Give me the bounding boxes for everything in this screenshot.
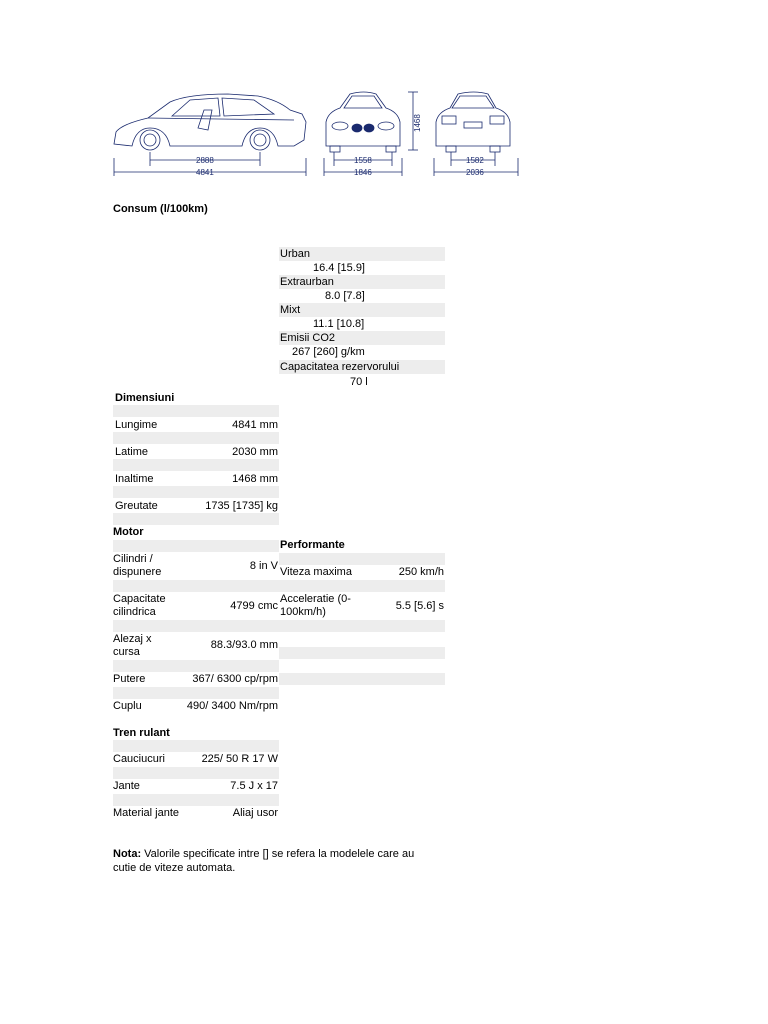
perf-label: Acceleratie (0-	[280, 593, 351, 605]
nota-paragraph	[113, 847, 414, 875]
dim-wheelbase: 2888	[196, 156, 214, 165]
motor-label: Alezaj x	[113, 633, 152, 645]
dim-height: 1468	[413, 114, 422, 132]
tren-label: Cauciucuri	[113, 753, 165, 765]
motor-value: 8 in V	[249, 560, 278, 572]
dim-label: Greutate	[115, 500, 158, 512]
motor-label: cursa	[113, 646, 140, 658]
perf-label: Viteza maxima	[280, 566, 352, 578]
tren-label: Jante	[113, 780, 140, 792]
dim-value: 1468 mm	[232, 473, 278, 485]
dim-length: 4841	[196, 168, 214, 177]
consum-value: 267 [260] g/km	[292, 346, 365, 358]
performante-title: Performante	[280, 539, 345, 551]
consum-value: 70 l	[350, 376, 368, 388]
nota-text-line2: cutie de viteze automata.	[113, 862, 236, 874]
dim-front-track: 1558	[354, 156, 372, 165]
consum-title: Consum (l/100km)	[113, 203, 208, 215]
motor-label: Capacitate	[113, 593, 166, 605]
perf-label: 100km/h)	[280, 606, 326, 618]
tren-value: Aliaj usor	[232, 807, 278, 819]
dim-value: 1735 [1735] kg	[205, 500, 278, 512]
dim-value: 4841 mm	[232, 419, 278, 431]
consum-label: Extraurban	[280, 276, 334, 288]
motor-label: Cilindri /	[113, 553, 153, 565]
dim-front-width: 1846	[354, 168, 372, 177]
car-dimensions-diagram	[108, 88, 528, 180]
motor-title: Motor	[113, 526, 144, 538]
consum-value: 16.4 [15.9]	[313, 262, 365, 274]
motor-value: 4799 cmc	[230, 600, 278, 612]
motor-value: 490/ 3400 Nm/rpm	[186, 700, 278, 712]
dim-value: 2030 mm	[232, 446, 278, 458]
perf-value: 5.5 [5.6] s	[395, 600, 444, 612]
tren-value: 7.5 J x 17	[230, 780, 278, 792]
consum-value: 8.0 [7.8]	[325, 290, 365, 302]
tren-value: 225/ 50 R 17 W	[201, 753, 278, 765]
consum-value: 11.1 [10.8]	[313, 318, 365, 330]
motor-label: Putere	[113, 673, 146, 685]
consum-label: Capacitatea rezervorului	[280, 361, 400, 373]
dim-label: Lungime	[115, 419, 158, 431]
dim-rear-track: 1582	[466, 156, 484, 165]
motor-value: 88.3/93.0 mm	[210, 639, 278, 651]
consum-label: Emisii CO2	[280, 332, 336, 344]
dimensiuni-title: Dimensiuni	[115, 392, 175, 404]
motor-label: Cuplu	[113, 700, 142, 712]
nota-text-line1: Valorile specificate intre [] se refera la modelele care au	[141, 848, 415, 860]
tren-title: Tren rulant	[113, 727, 170, 739]
nota-label: Nota:	[113, 848, 142, 860]
motor-label: dispunere	[113, 566, 162, 578]
dim-label: Inaltime	[115, 473, 154, 485]
perf-value: 250 km/h	[398, 566, 444, 578]
dim-rear-width: 2036	[466, 168, 484, 177]
tren-label: Material jante	[113, 807, 180, 819]
motor-label: cilindrica	[113, 606, 156, 618]
dim-label: Latime	[115, 446, 149, 458]
motor-value: 367/ 6300 cp/rpm	[192, 673, 278, 685]
consum-label: Urban	[280, 248, 310, 260]
consum-label: Mixt	[280, 304, 301, 316]
